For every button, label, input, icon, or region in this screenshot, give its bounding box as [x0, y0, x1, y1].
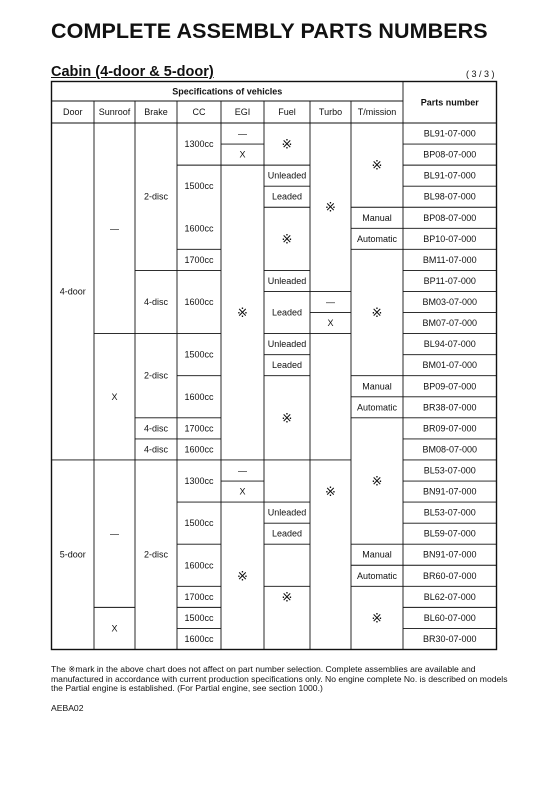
- fuel-cell: Leaded: [271, 191, 303, 202]
- transmission-cell: Manual: [362, 549, 392, 560]
- transmission-cell: Automatic: [356, 402, 398, 413]
- egi-reference-mark: ※: [237, 568, 248, 584]
- parts-number-cell: BL98-07-000: [423, 191, 476, 202]
- cc-cell: 1700cc: [184, 254, 214, 265]
- parts-number-cell: BL53-07-000: [423, 465, 476, 476]
- footnote: The ※mark in the above chart does not affect on part number selection. Complete assemblies are available and manufactured in accordance with current production specifications only. No engine complete No. is described on models the Partial engine is established. (For Partial engine, see section 1000.): [51, 664, 508, 694]
- egi-dash-mark: —: [238, 128, 247, 139]
- transmission-reference-mark: ※: [371, 157, 383, 173]
- sunroof-cross-mark: X: [111, 623, 118, 634]
- cc-cell: 1300cc: [184, 476, 214, 487]
- parts-number-cell: BL91-07-000: [423, 170, 476, 181]
- cc-cell: 1600cc: [184, 560, 214, 571]
- fuel-cell: Unleaded: [267, 170, 307, 181]
- transmission-cell: Manual: [362, 212, 392, 223]
- cc-cell: 1700cc: [184, 423, 214, 434]
- door-cell: 4-door: [59, 286, 86, 297]
- parts-number-cell: BR30-07-000: [422, 633, 477, 644]
- parts-number-cell: BL94-07-000: [423, 339, 476, 350]
- cc-cell: 1300cc: [184, 139, 214, 150]
- door-cell: 5-door: [59, 549, 86, 560]
- fuel-cell: Leaded: [271, 528, 303, 539]
- parts-number-cell: BN91-07-000: [422, 549, 477, 560]
- egi-reference-mark: ※: [237, 305, 248, 321]
- column-header: EGI: [234, 107, 251, 117]
- parts-number-cell: BP10-07-000: [423, 233, 477, 244]
- brake-cell: 4-disc: [143, 297, 169, 308]
- table-text: [60, 86, 480, 644]
- sunroof-cross-mark: X: [111, 391, 118, 402]
- parts-number-cell: BP09-07-000: [423, 381, 477, 392]
- fuel-reference-mark: ※: [281, 589, 293, 605]
- transmission-reference-mark: ※: [371, 473, 383, 489]
- sunroof-dash-mark: —: [110, 223, 119, 234]
- egi-dash-mark: —: [238, 465, 247, 476]
- parts-number-cell: BR09-07-000: [422, 423, 477, 434]
- cc-cell: 1500cc: [184, 349, 214, 360]
- parts-number-cell: BL60-07-000: [423, 612, 476, 623]
- parts-number-cell: BM03-07-000: [422, 297, 478, 308]
- parts-number-cell: BN91-07-000: [422, 486, 477, 497]
- cc-cell: 1700cc: [184, 591, 214, 602]
- parts-number-cell: BM07-07-000: [422, 318, 478, 329]
- section-subtitle: Cabin (4-door & 5-door): [51, 64, 214, 80]
- turbo-reference-mark: ※: [325, 484, 336, 500]
- transmission-reference-mark: ※: [371, 305, 383, 321]
- document-code: AEBA02: [51, 703, 84, 713]
- parts-number-cell: BM11-07-000: [422, 254, 477, 265]
- fuel-cell: Leaded: [271, 360, 303, 371]
- sunroof-dash-mark: —: [110, 528, 119, 539]
- brake-cell: 2-disc: [143, 191, 169, 202]
- parts-number-cell: BM01-07-000: [422, 360, 478, 371]
- parts-number-cell: BP08-07-000: [423, 149, 477, 160]
- parts-number-cell: BR60-07-000: [422, 570, 477, 581]
- cc-cell: 1600cc: [184, 633, 214, 644]
- turbo-dash-mark: —: [326, 297, 335, 308]
- brake-cell: 4-disc: [143, 423, 169, 434]
- group-header: Specifications of vehicles: [172, 86, 283, 97]
- column-header: CC: [192, 107, 206, 117]
- transmission-cell: Manual: [362, 381, 392, 392]
- column-header: Turbo: [318, 107, 343, 117]
- cc-cell: 1600cc: [184, 444, 214, 455]
- column-header: Sunroof: [98, 107, 131, 117]
- parts-number-cell: BP08-07-000: [423, 212, 477, 223]
- turbo-reference-mark: ※: [325, 199, 336, 215]
- cc-cell: 1600cc: [184, 391, 214, 402]
- cc-cell: 1500cc: [184, 518, 214, 529]
- cc-cell: 1500cc: [184, 612, 214, 623]
- fuel-reference-mark: ※: [281, 136, 293, 152]
- fuel-cell: Leaded: [271, 307, 303, 318]
- parts-number-cell: BL91-07-000: [423, 128, 476, 139]
- page-title: COMPLETE ASSEMBLY PARTS NUMBERS: [51, 19, 488, 43]
- transmission-reference-mark: ※: [371, 610, 383, 626]
- cc-cell: 1600cc: [184, 223, 214, 234]
- parts-number-cell: BL59-07-000: [423, 528, 476, 539]
- transmission-cell: Automatic: [356, 570, 398, 581]
- parts-number-cell: BM08-07-000: [422, 444, 478, 455]
- transmission-cell: Automatic: [356, 233, 398, 244]
- parts-number-cell: BL62-07-000: [423, 591, 476, 602]
- cc-cell: 1600cc: [184, 297, 214, 308]
- column-header: Fuel: [278, 107, 296, 117]
- brake-cell: 2-disc: [143, 549, 169, 560]
- page-indicator: ( 3 / 3 ): [466, 69, 495, 79]
- column-header: Parts number: [420, 97, 479, 108]
- fuel-cell: Unleaded: [267, 339, 307, 350]
- brake-cell: 4-disc: [143, 444, 169, 455]
- parts-number-cell: BL53-07-000: [423, 507, 476, 518]
- egi-cross-mark: X: [239, 149, 246, 160]
- cc-cell: 1500cc: [184, 181, 214, 192]
- parts-number-cell: BP11-07-000: [423, 275, 476, 286]
- parts-number-cell: BR38-07-000: [422, 402, 477, 413]
- egi-cross-mark: X: [239, 486, 246, 497]
- fuel-reference-mark: ※: [281, 231, 293, 247]
- brake-cell: 2-disc: [143, 370, 169, 381]
- column-header: Brake: [144, 107, 168, 117]
- fuel-cell: Unleaded: [267, 275, 307, 286]
- fuel-reference-mark: ※: [281, 410, 293, 426]
- column-header: Door: [62, 107, 83, 117]
- turbo-cross-mark: X: [327, 318, 334, 329]
- fuel-cell: Unleaded: [267, 507, 307, 518]
- column-header: T/mission: [357, 107, 397, 117]
